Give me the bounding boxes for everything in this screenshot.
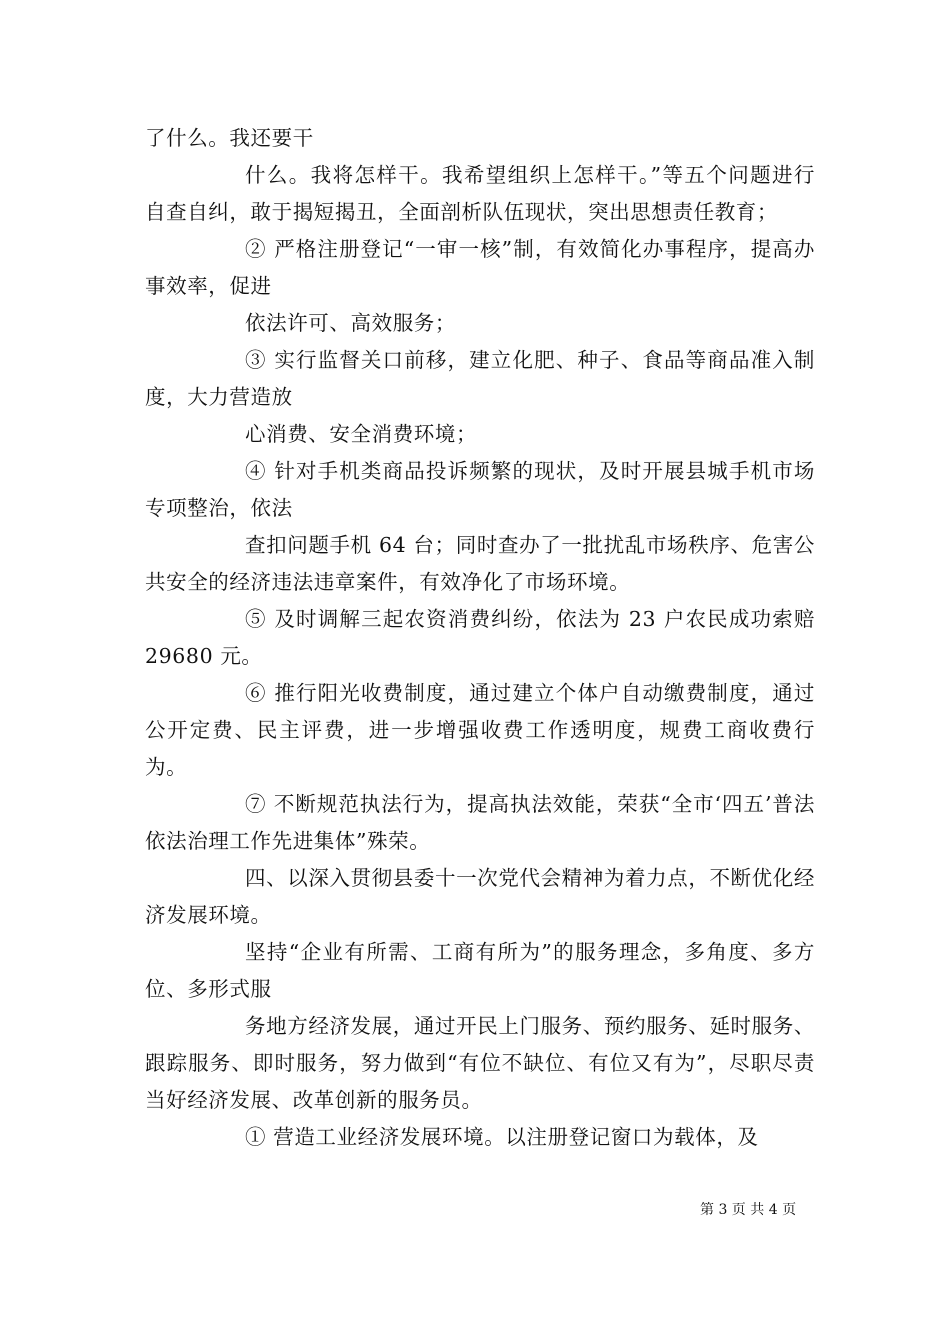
paragraph-5: ③ 实行监督关口前移，建立化肥、种子、食品等商品准入制度，大力营造放 xyxy=(145,348,815,409)
paragraph-9: ⑤ 及时调解三起农资消费纠纷，依法为 23 户农民成功索赔 29680 元。 xyxy=(145,607,815,668)
paragraph-1: 了什么。我还要干 xyxy=(145,126,314,150)
paragraph-8: 查扣问题手机 64 台；同时查办了一批扰乱市场秩序、危害公共安全的经济违法违章案件，有效净化了市场环境。 xyxy=(145,533,815,594)
paragraph-11: ⑦ 不断规范执法行为，提高执法效能，荣获“全市‘四五’普法依法治理工作先进集体”殊荣。 xyxy=(145,792,815,853)
paragraph-7: ④ 针对手机类商品投诉频繁的现状，及时开展县城手机市场专项整治，依法 xyxy=(145,459,815,520)
paragraph-4: 依法许可、高效服务； xyxy=(245,311,456,335)
paragraph-15: ① 营造工业经济发展环境。以注册登记窗口为载体，及 xyxy=(245,1125,759,1149)
paragraph-2: 什么。我将怎样干。我希望组织上怎样干。”等五个问题进行自查自纠，敢于揭短揭丑，全面剖析队伍现状，突出思想责任教育； xyxy=(145,163,815,224)
paragraph-13: 坚持“企业有所需、工商有所为”的服务理念，多角度、多方位、多形式服 xyxy=(145,940,815,1001)
paragraph-6: 心消费、安全消费环境； xyxy=(245,422,478,446)
paragraph-10: ⑥ 推行阳光收费制度，通过建立个体户自动缴费制度，通过公开定费、民主评费，进一步增强收费工作透明度，规费工商收费行为。 xyxy=(145,681,815,779)
paragraph-12: 四、以深入贯彻县委十一次党代会精神为着力点，不断优化经济发展环境。 xyxy=(145,866,815,927)
document-body xyxy=(145,120,815,1156)
paragraph-3: ② 严格注册登记“一审一核”制，有效简化办事程序，提高办事效率，促进 xyxy=(145,237,815,298)
page-number: 第 3 页 共 4 页 xyxy=(700,1202,797,1218)
paragraph-14: 务地方经济发展，通过开民上门服务、预约服务、延时服务、跟踪服务、即时服务，努力做到“有位不缺位、有位又有为”，尽职尽责当好经济发展、改革创新的服务员。 xyxy=(145,1014,815,1112)
